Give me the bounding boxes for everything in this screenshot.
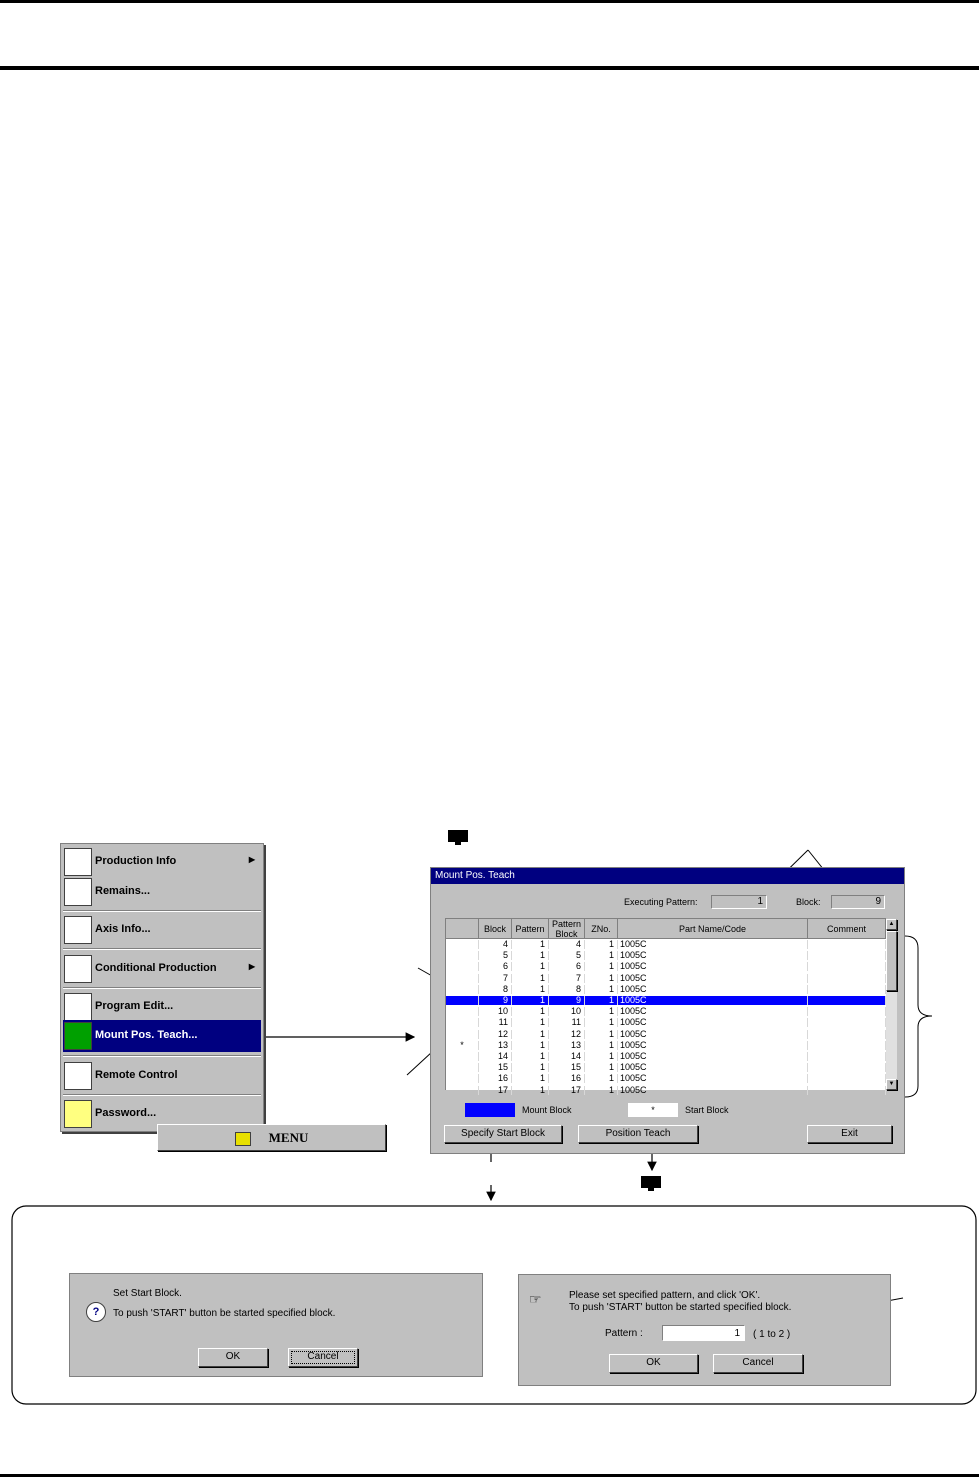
table-cell-pattern-block: 17 <box>549 1086 585 1095</box>
monitor-icon <box>447 829 469 847</box>
exit-button[interactable]: Exit <box>807 1125 892 1143</box>
table-cell-part: 1005C <box>618 1007 808 1016</box>
table-cell-zno: 1 <box>585 1086 618 1095</box>
table-cell-comment <box>808 985 886 994</box>
table-cell-part: 1005C <box>618 940 808 949</box>
table-cell-pattern-block: 11 <box>549 1018 585 1027</box>
remains-icon <box>64 878 92 906</box>
table-cell-comment <box>808 996 886 1005</box>
scroll-thumb[interactable] <box>886 931 897 991</box>
menu-button[interactable] <box>157 1124 386 1151</box>
book-icon <box>235 1132 251 1146</box>
table-cell-pattern: 1 <box>512 985 549 994</box>
cancel-button[interactable]: Cancel <box>713 1354 803 1373</box>
menu-item-axis-info[interactable] <box>63 912 261 948</box>
mount-block-swatch <box>465 1103 515 1117</box>
menu-separator <box>63 1055 261 1057</box>
table-cell-part: 1005C <box>618 1041 808 1050</box>
table-cell-mark <box>446 996 479 1005</box>
mount-pos-teach-window <box>430 867 905 1154</box>
dialog-message-line2: To push 'START' button be started specified block. <box>113 1308 336 1319</box>
table-row[interactable] <box>446 974 886 983</box>
table-cell-pattern-block: 8 <box>549 985 585 994</box>
start-block-swatch: * <box>628 1103 678 1117</box>
pattern-input[interactable]: 1 <box>662 1325 745 1341</box>
question-icon: ? <box>86 1302 106 1322</box>
table-cell-mark <box>446 1086 479 1095</box>
password-icon <box>64 1100 92 1128</box>
menu-item-label: Conditional Production <box>95 962 217 974</box>
table-row[interactable] <box>446 1052 886 1061</box>
dialog-message-line1: Please set specified pattern, and click 'OK'. <box>569 1290 761 1301</box>
table-cell-block: 15 <box>479 1063 512 1072</box>
table-cell-part: 1005C <box>618 974 808 983</box>
table-cell-pattern: 1 <box>512 1074 549 1083</box>
table-row[interactable] <box>446 1007 886 1016</box>
table-cell-part: 1005C <box>618 1052 808 1061</box>
vertical-scrollbar[interactable] <box>886 919 897 1090</box>
table-cell-comment <box>808 1052 886 1061</box>
table-cell-part: 1005C <box>618 1018 808 1027</box>
table-cell-part: 1005C <box>618 996 808 1005</box>
table-cell-pattern-block: 9 <box>549 996 585 1005</box>
block-table[interactable] <box>445 918 895 1095</box>
menu-item-label: Remote Control <box>95 1069 178 1081</box>
table-row[interactable] <box>446 962 886 971</box>
table-cell-mark <box>446 1052 479 1061</box>
table-row[interactable] <box>446 996 886 1005</box>
table-cell-zno: 1 <box>585 1063 618 1072</box>
table-cell-mark <box>446 951 479 960</box>
table-cell-comment <box>808 1063 886 1072</box>
table-cell-comment <box>808 1086 886 1095</box>
table-cell-block: 7 <box>479 974 512 983</box>
mount-pos-teach-icon <box>64 1022 92 1050</box>
table-cell-mark <box>446 974 479 983</box>
table-cell-comment <box>808 962 886 971</box>
table-cell-zno: 1 <box>585 1052 618 1061</box>
table-row[interactable] <box>446 1074 886 1083</box>
table-cell-pattern: 1 <box>512 1030 549 1039</box>
table-cell-block: 16 <box>479 1074 512 1083</box>
table-cell-part: 1005C <box>618 1074 808 1083</box>
table-cell-zno: 1 <box>585 951 618 960</box>
table-cell-pattern-block: 15 <box>549 1063 585 1072</box>
table-cell-zno: 1 <box>585 974 618 983</box>
scroll-up-icon[interactable]: ▲ <box>886 919 897 930</box>
table-cell-pattern: 1 <box>512 996 549 1005</box>
table-cell-pattern-block: 6 <box>549 962 585 971</box>
column-header-comment: Comment <box>808 919 886 939</box>
table-cell-block: 6 <box>479 962 512 971</box>
table-cell-comment <box>808 974 886 983</box>
table-cell-zno: 1 <box>585 996 618 1005</box>
table-cell-zno: 1 <box>585 985 618 994</box>
column-header-part-name: Part Name/Code <box>618 919 808 939</box>
menu-item-label: Remains... <box>95 885 151 897</box>
pattern-range-hint: ( 1 to 2 ) <box>753 1329 791 1340</box>
table-cell-comment <box>808 951 886 960</box>
table-cell-comment <box>808 1018 886 1027</box>
table-cell-mark <box>446 962 479 971</box>
menu-item-conditional-production[interactable] <box>63 951 261 987</box>
table-cell-zno: 1 <box>585 962 618 971</box>
specify-start-block-button[interactable]: Specify Start Block <box>444 1125 562 1143</box>
table-row[interactable] <box>446 1086 886 1095</box>
table-cell-pattern-block: 16 <box>549 1074 585 1083</box>
menu-item-label: Production Info <box>95 855 177 867</box>
set-start-block-dialog <box>69 1273 483 1377</box>
table-cell-block: 8 <box>479 985 512 994</box>
production-info-icon <box>64 848 92 876</box>
remote-control-icon <box>64 1062 92 1090</box>
table-cell-comment <box>808 1074 886 1083</box>
table-cell-mark <box>446 1007 479 1016</box>
ok-button[interactable]: OK <box>609 1354 698 1373</box>
table-row[interactable] <box>446 1063 886 1072</box>
table-cell-block: 9 <box>479 996 512 1005</box>
table-cell-pattern: 1 <box>512 974 549 983</box>
axis-info-icon <box>64 916 92 944</box>
table-cell-block: 17 <box>479 1086 512 1095</box>
table-cell-pattern-block: 4 <box>549 940 585 949</box>
table-cell-mark <box>446 1063 479 1072</box>
table-cell-pattern: 1 <box>512 940 549 949</box>
table-cell-zno: 1 <box>585 1007 618 1016</box>
column-header-block: Block <box>479 919 512 939</box>
menu-item-label: Program Edit... <box>95 1000 174 1012</box>
table-cell-pattern-block: 12 <box>549 1030 585 1039</box>
menu-item-label: Password... <box>95 1107 157 1119</box>
table-cell-part: 1005C <box>618 1030 808 1039</box>
table-cell-pattern: 1 <box>512 1041 549 1050</box>
table-cell-pattern-block: 5 <box>549 951 585 960</box>
menu-item-remote-control[interactable] <box>63 1058 261 1094</box>
menu-button-label: MENU <box>268 1130 309 1145</box>
table-row[interactable] <box>446 1030 886 1039</box>
menu-item-mount-pos-teach[interactable] <box>63 1020 261 1052</box>
table-cell-comment <box>808 1007 886 1016</box>
table-cell-pattern-block: 7 <box>549 974 585 983</box>
pointing-hand-icon: ☞ <box>529 1291 542 1307</box>
menu-item-label: Mount Pos. Teach... <box>95 1029 198 1041</box>
table-cell-pattern: 1 <box>512 1052 549 1061</box>
program-edit-icon <box>64 993 92 1021</box>
executing-pattern-label: Executing Pattern: <box>624 897 698 907</box>
table-cell-comment <box>808 940 886 949</box>
submenu-arrow-icon: ▶ <box>248 855 255 864</box>
column-header-mark <box>446 919 479 939</box>
menu-item-remains[interactable] <box>63 874 261 910</box>
table-cell-part: 1005C <box>618 1086 808 1095</box>
table-cell-block: 13 <box>479 1041 512 1050</box>
table-row[interactable] <box>446 940 886 949</box>
start-block-legend-label: Start Block <box>685 1105 729 1115</box>
column-header-pattern-block: Pattern Block <box>549 919 585 939</box>
table-cell-block: 14 <box>479 1052 512 1061</box>
table-cell-part: 1005C <box>618 985 808 994</box>
position-teach-button[interactable]: Position Teach <box>578 1125 698 1143</box>
mount-block-legend-label: Mount Block <box>522 1105 572 1115</box>
context-menu <box>60 843 264 1132</box>
table-cell-part: 1005C <box>618 1063 808 1072</box>
table-cell-mark: * <box>446 1041 479 1050</box>
menu-item-label: Axis Info... <box>95 923 151 935</box>
monitor-icon <box>640 1175 662 1193</box>
table-row[interactable] <box>446 1041 886 1050</box>
cancel-button[interactable]: Cancel <box>288 1348 358 1367</box>
scroll-down-icon[interactable]: ▼ <box>886 1079 897 1090</box>
table-cell-pattern: 1 <box>512 1007 549 1016</box>
table-cell-part: 1005C <box>618 951 808 960</box>
table-cell-pattern-block: 13 <box>549 1041 585 1050</box>
table-cell-pattern: 1 <box>512 962 549 971</box>
window-title: Mount Pos. Teach <box>431 868 904 884</box>
set-pattern-dialog <box>518 1274 891 1386</box>
column-header-pattern: Pattern <box>512 919 549 939</box>
table-cell-pattern-block: 10 <box>549 1007 585 1016</box>
table-cell-pattern: 1 <box>512 1063 549 1072</box>
table-cell-zno: 1 <box>585 1030 618 1039</box>
table-cell-pattern: 1 <box>512 1086 549 1095</box>
submenu-arrow-icon: ▶ <box>248 962 255 971</box>
table-row[interactable] <box>446 985 886 994</box>
block-value: 9 <box>831 895 885 909</box>
table-cell-zno: 1 <box>585 1018 618 1027</box>
table-cell-mark <box>446 1074 479 1083</box>
table-cell-zno: 1 <box>585 1074 618 1083</box>
table-cell-comment <box>808 1041 886 1050</box>
table-cell-pattern: 1 <box>512 951 549 960</box>
table-cell-block: 4 <box>479 940 512 949</box>
conditional-production-icon <box>64 955 92 983</box>
table-cell-part: 1005C <box>618 962 808 971</box>
table-cell-zno: 1 <box>585 940 618 949</box>
table-cell-pattern-block: 14 <box>549 1052 585 1061</box>
table-cell-pattern: 1 <box>512 1018 549 1027</box>
column-header-zno: ZNo. <box>585 919 618 939</box>
table-cell-mark <box>446 1030 479 1039</box>
table-row[interactable] <box>446 1018 886 1027</box>
dialog-message-line1: Set Start Block. <box>113 1288 182 1299</box>
table-row[interactable] <box>446 951 886 960</box>
menu-separator <box>63 948 261 950</box>
table-cell-block: 11 <box>479 1018 512 1027</box>
pattern-label: Pattern : <box>605 1328 643 1339</box>
block-label: Block: <box>796 897 821 907</box>
table-cell-zno: 1 <box>585 1041 618 1050</box>
table-cell-mark <box>446 940 479 949</box>
table-cell-mark <box>446 985 479 994</box>
ok-button[interactable]: OK <box>198 1348 268 1367</box>
table-cell-block: 5 <box>479 951 512 960</box>
dialog-message-line2: To push 'START' button be started specified block. <box>569 1302 792 1313</box>
table-cell-block: 10 <box>479 1007 512 1016</box>
table-cell-block: 12 <box>479 1030 512 1039</box>
table-cell-comment <box>808 1030 886 1039</box>
table-cell-mark <box>446 1018 479 1027</box>
executing-pattern-value: 1 <box>711 895 767 909</box>
